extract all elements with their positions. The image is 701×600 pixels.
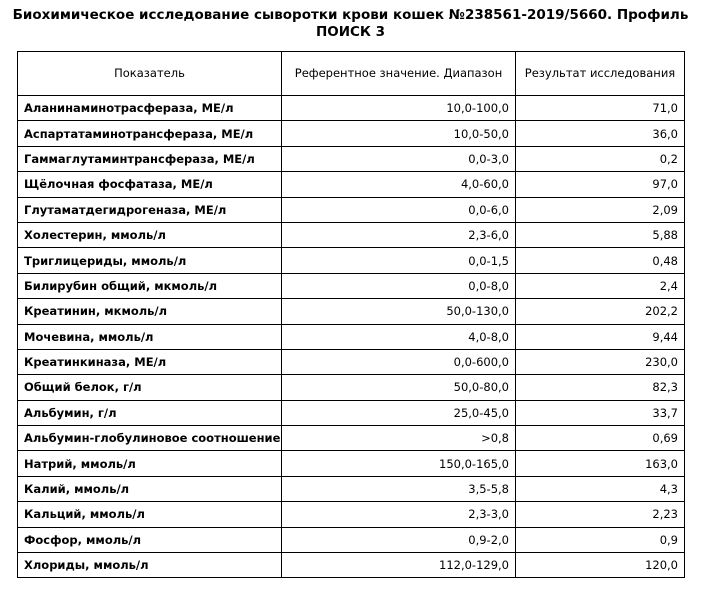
document-title [10, 0, 691, 41]
table-row [18, 451, 685, 476]
indicator-cell: Фосфор, ммоль/л [18, 527, 282, 552]
reference-cell: 2,3-3,0 [282, 502, 516, 527]
indicator-cell: Кальций, ммоль/л [18, 502, 282, 527]
result-cell: 0,48 [516, 248, 685, 273]
table-row [18, 121, 685, 146]
reference-cell: 0,0-3,0 [282, 146, 516, 171]
reference-cell: 0,0-8,0 [282, 273, 516, 298]
reference-cell: 112,0-129,0 [282, 553, 516, 578]
reference-cell: 0,0-6,0 [282, 197, 516, 222]
result-cell: 230,0 [516, 349, 685, 374]
result-cell: 163,0 [516, 451, 685, 476]
indicator-cell: Мочевина, ммоль/л [18, 324, 282, 349]
table-row [18, 502, 685, 527]
result-cell: 0,9 [516, 527, 685, 552]
table-row [18, 426, 685, 451]
indicator-cell: Альбумин, г/л [18, 400, 282, 425]
indicator-cell: Натрий, ммоль/л [18, 451, 282, 476]
title-line-2: ПОИСК 3 [315, 24, 386, 40]
reference-cell: 150,0-165,0 [282, 451, 516, 476]
table-row [18, 476, 685, 501]
indicator-cell: Общий белок, г/л [18, 375, 282, 400]
indicator-cell: Билирубин общий, мкмоль/л [18, 273, 282, 298]
result-cell: 82,3 [516, 375, 685, 400]
table-header-row [18, 52, 685, 96]
reference-cell: 25,0-45,0 [282, 400, 516, 425]
reference-cell: 10,0-50,0 [282, 121, 516, 146]
indicator-cell: Гаммаглутаминтрансфераза, МЕ/л [18, 146, 282, 171]
indicator-cell: Аспартатаминотрансфераза, МЕ/л [18, 121, 282, 146]
table-row [18, 324, 685, 349]
result-cell: 36,0 [516, 121, 685, 146]
table-row [18, 375, 685, 400]
result-cell: 202,2 [516, 299, 685, 324]
reference-cell: >0,8 [282, 426, 516, 451]
reference-cell: 4,0-8,0 [282, 324, 516, 349]
indicator-cell: Глутаматдегидрогеназа, МЕ/л [18, 197, 282, 222]
indicator-cell: Холестерин, ммоль/л [18, 222, 282, 247]
result-cell: 0,69 [516, 426, 685, 451]
indicator-cell: Аланинаминотрасфераза, МЕ/л [18, 96, 282, 121]
indicator-cell: Хлориды, ммоль/л [18, 553, 282, 578]
result-cell: 5,88 [516, 222, 685, 247]
reference-cell: 0,0-1,5 [282, 248, 516, 273]
table-row [18, 349, 685, 374]
header-reference: Референтное значение. Диапазон [282, 52, 516, 96]
indicator-cell: Креатинкиназа, МЕ/л [18, 349, 282, 374]
header-indicator: Показатель [18, 52, 282, 96]
table-row [18, 197, 685, 222]
table-row [18, 146, 685, 171]
result-cell: 71,0 [516, 96, 685, 121]
table-body [18, 96, 685, 578]
title-line-1: Биохимическое исследование сыворотки крови кошек №238561-2019/5660. Профиль [12, 7, 689, 23]
reference-cell: 4,0-60,0 [282, 172, 516, 197]
reference-cell: 0,9-2,0 [282, 527, 516, 552]
reference-cell: 10,0-100,0 [282, 96, 516, 121]
table-row [18, 299, 685, 324]
result-cell: 9,44 [516, 324, 685, 349]
reference-cell: 50,0-130,0 [282, 299, 516, 324]
result-cell: 4,3 [516, 476, 685, 501]
result-cell: 2,23 [516, 502, 685, 527]
reference-cell: 50,0-80,0 [282, 375, 516, 400]
reference-cell: 0,0-600,0 [282, 349, 516, 374]
table-row [18, 222, 685, 247]
result-cell: 97,0 [516, 172, 685, 197]
indicator-cell: Щёлочная фосфатаза, МЕ/л [18, 172, 282, 197]
result-cell: 2,09 [516, 197, 685, 222]
table-row [18, 172, 685, 197]
indicator-cell: Триглицериды, ммоль/л [18, 248, 282, 273]
table-row [18, 96, 685, 121]
result-cell: 0,2 [516, 146, 685, 171]
result-cell: 120,0 [516, 553, 685, 578]
result-cell: 33,7 [516, 400, 685, 425]
table-row [18, 400, 685, 425]
table-row [18, 553, 685, 578]
indicator-cell: Калий, ммоль/л [18, 476, 282, 501]
results-table [17, 51, 685, 578]
table-row [18, 273, 685, 298]
reference-cell: 2,3-6,0 [282, 222, 516, 247]
indicator-cell: Альбумин-глобулиновое соотношение [18, 426, 282, 451]
result-cell: 2,4 [516, 273, 685, 298]
reference-cell: 3,5-5,8 [282, 476, 516, 501]
table-row [18, 248, 685, 273]
indicator-cell: Креатинин, мкмоль/л [18, 299, 282, 324]
header-result: Результат исследования [516, 52, 685, 96]
table-row [18, 527, 685, 552]
